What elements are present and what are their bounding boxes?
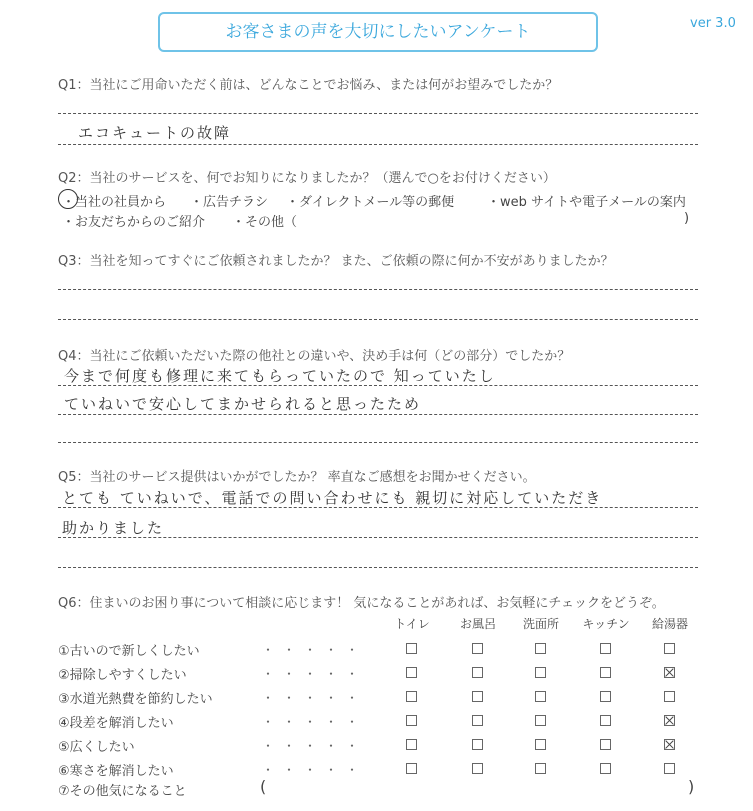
q6-checkbox-unchecked[interactable] [600,643,611,654]
q6-checkbox-unchecked[interactable] [535,643,546,654]
q6-row-label: ③水道光熱費を節約したい [58,692,213,707]
q6-checkbox-unchecked[interactable] [535,739,546,750]
q1-question: Q1：当社にご用命いただく前は、どんなことでお悩み、または何がお望みでしたか？ [58,78,559,93]
q5-answer-line-2[interactable]: 助かりました [62,519,165,537]
q6-other-label: ⑦その他気になること [58,784,187,799]
q5-question: Q5：当社のサービス提供はいかがでしたか？ 率直なご感想をお聞かせください。 [58,470,536,485]
q3-question: Q3：当社を知ってすぐにご依頼されましたか？ また、ご依頼の際に何か不安がありましたか？ [58,254,614,269]
q6-checkbox-unchecked[interactable] [472,667,483,678]
q6-checkbox-checked[interactable] [664,667,675,678]
q1-line-2 [58,144,698,145]
q6-checkbox-unchecked[interactable] [664,763,675,774]
q6-checkbox-unchecked[interactable] [406,643,417,654]
column-bath: お風呂 [459,617,496,631]
q6-row-dots: ・・・・・ [262,691,368,705]
q6-row-label: ⑤広くしたい [58,740,135,755]
q6-question: Q6：住まいのお困り事について相談に応じます！ 気になることがあれば、お気軽にチェックをどうぞ。 [58,596,665,611]
version-label: ver 3.0 [690,16,736,31]
q6-checkbox-unchecked[interactable] [535,667,546,678]
q6-checkbox-unchecked[interactable] [600,715,611,726]
survey-title: お客さまの声を大切にしたいアンケート [158,12,598,52]
q2-option-staff[interactable]: ・当社の社員から [62,195,167,210]
q6-checkbox-unchecked[interactable] [406,715,417,726]
q6-checkbox-unchecked[interactable] [600,691,611,702]
q6-other-open-paren: ( [260,777,267,796]
q2-option-web[interactable]: ・web サイトや電子メールの案内 [487,195,686,210]
q6-row-label: ①古いので新しくしたい [58,644,200,659]
q6-checkbox-unchecked[interactable] [535,763,546,774]
q2-close-paren: ) [684,211,690,226]
q4-line-3 [58,442,698,443]
q1-line-1 [58,113,698,114]
q6-row-label: ④段差を解消したい [58,716,174,731]
q6-checkbox-unchecked[interactable] [600,763,611,774]
q6-checkbox-unchecked[interactable] [472,715,483,726]
q5-line-1 [58,507,698,508]
q6-checkbox-unchecked[interactable] [406,667,417,678]
q6-checkbox-unchecked[interactable] [472,739,483,750]
q4-answer-line-1[interactable]: 今まで何度も修理に来てもらっていたので 知っていたし [64,367,496,385]
q6-checkbox-unchecked[interactable] [600,667,611,678]
q6-other-close-paren: ) [688,777,695,796]
q5-line-2 [58,537,698,538]
q1-answer[interactable]: エコキュートの故障 [78,124,232,142]
q2-option-direct-mail[interactable]: ・ダイレクトメール等の郵便 [286,195,455,210]
q6-row-dots: ・・・・・ [262,715,368,729]
q2-option-flyer[interactable]: ・広告チラシ [190,195,269,210]
q2-question: Q2：当社のサービスを、何でお知りになりましたか？（選んで○をお付けください） [58,171,556,186]
q6-checkbox-unchecked[interactable] [600,739,611,750]
q6-checkbox-unchecked[interactable] [472,643,483,654]
q6-checkbox-unchecked[interactable] [406,691,417,702]
q6-checkbox-checked[interactable] [664,739,675,750]
q6-checkbox-unchecked[interactable] [664,643,675,654]
q6-checkbox-unchecked[interactable] [472,691,483,702]
q6-row-dots: ・・・・・ [262,643,368,657]
q3-line-2 [58,319,698,320]
q6-checkbox-unchecked[interactable] [664,691,675,702]
q6-checkbox-unchecked[interactable] [472,763,483,774]
q6-row-dots: ・・・・・ [262,667,368,681]
q4-line-1 [58,385,698,386]
q2-option-friend[interactable]: ・お友だちからのご紹介 [62,215,206,230]
q6-checkbox-unchecked[interactable] [406,739,417,750]
q6-checkbox-unchecked[interactable] [535,691,546,702]
q6-checkbox-unchecked[interactable] [535,715,546,726]
q6-row-label: ⑥寒さを解消したい [58,764,174,779]
q5-line-3 [58,567,698,568]
column-water-heater: 給湯器 [651,617,688,631]
q4-answer-line-2[interactable]: ていねいで安心してまかせられると思ったため [64,395,422,413]
q6-checkbox-unchecked[interactable] [406,763,417,774]
q4-line-2 [58,414,698,415]
q6-row-dots: ・・・・・ [262,763,368,777]
q2-option-other[interactable]: ・その他（ [232,215,298,230]
q6-row-dots: ・・・・・ [262,739,368,753]
column-toilet: トイレ [394,617,430,631]
q5-answer-line-1[interactable]: とても ていねいで、電話での問い合わせにも 親切に対応していただき [62,489,603,507]
q3-line-1 [58,289,698,290]
q6-checkbox-checked[interactable] [664,715,675,726]
column-kitchen: キッチン [582,617,630,631]
q6-row-label: ②掃除しやすくしたい [58,668,187,683]
q4-question: Q4：当社にご依頼いただいた際の他社との違いや、決め手は何（どの部分）でしたか？ [58,349,571,364]
column-washroom: 洗面所 [522,617,559,631]
